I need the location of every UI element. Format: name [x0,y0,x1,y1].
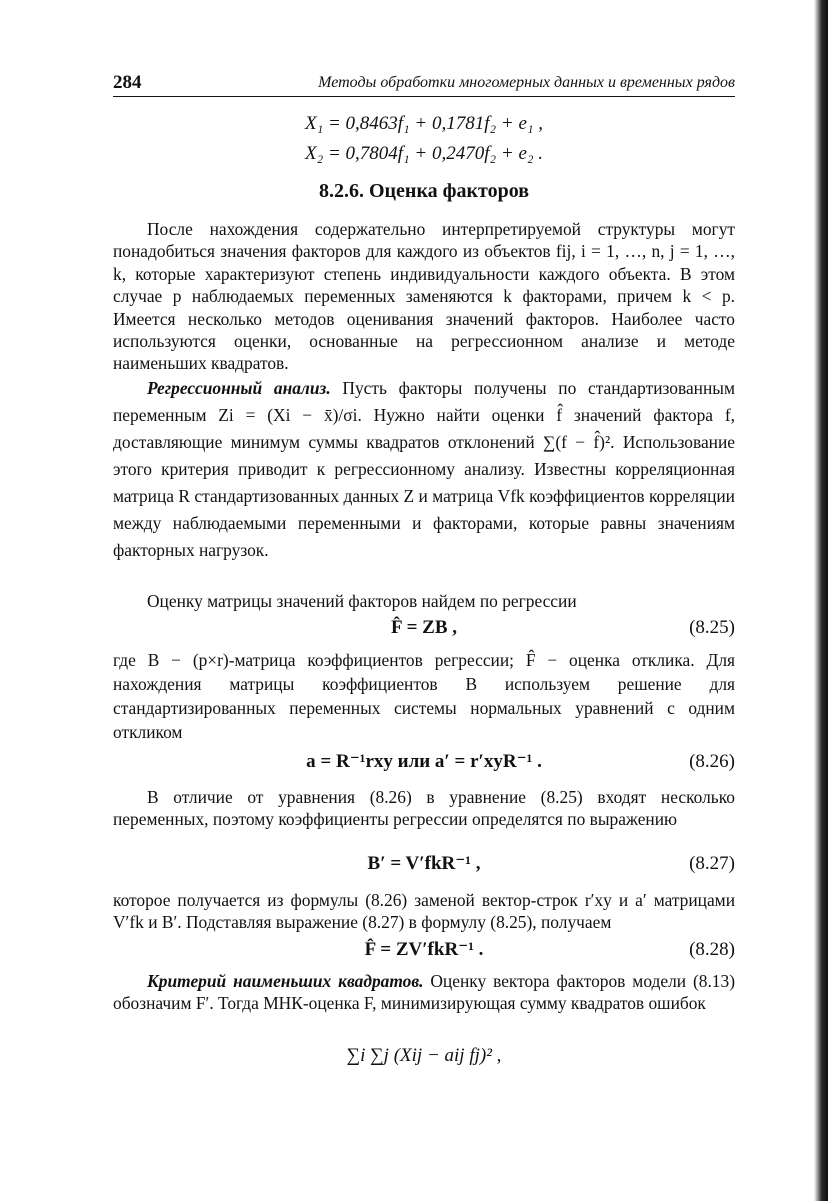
page-number: 284 [113,72,142,93]
equation-8-28: F̂ = ZV′fkR⁻¹ . (8.28) [364,939,735,960]
paragraph-substitution: которое получается из формулы (8.26) заменой вектор-строк r′xy и a′ матрицами V′fk и B′. Подставляя выражение (8.27) в формулу (8.25), получаем [113,890,735,933]
paragraph-where: где B − (p×r)-матрица коэффициентов регрессии; F̂ − оценка отклика. Для нахождения матрицы коэффициентов B используем решение для стандартизированных переменных системы нормальных уравнений с одним откликом [113,650,735,742]
equation-8-26: a = R⁻¹rxy или a′ = r′xyR⁻¹ . (8.26) [306,751,735,772]
scan-edge-shadow [814,0,828,1201]
least-squares-lead: Критерий наименьших квадратов. [147,971,424,991]
equation-x1: X₁ = 0,8463f₁ + 0,1781f₂ + e₁ , [305,113,543,134]
running-title: Методы обработки многомерных данных и временных рядов [318,74,735,91]
paragraph-estimate: Оценку матрицы значений факторов найдем по регрессии [147,591,577,611]
equation-number-8-28: (8.28) [689,939,735,960]
page-header [113,70,735,97]
regression-lead: Регрессионный анализ. [147,378,331,398]
equation-number-8-25: (8.25) [689,617,735,638]
equation-8-25: F̂ = ZB , (8.25) [390,617,735,638]
equation-number-8-27: (8.27) [689,853,735,874]
equation-number-8-26: (8.26) [689,751,735,772]
equation-x2: X₂ = 0,7804f₁ + 0,2470f₂ + e₂ . [305,143,543,164]
section-title: 8.2.6. Оценка факторов [318,180,530,202]
equation-sum-squares: ∑i ∑j (Xij − aij fj)² , [346,1045,502,1066]
paragraph-intro: После нахождения содержательно интерпретируемой структуры могут понадобиться значения факторов для каждого из объектов fij, i = 1, …, n, j = 1, …, k, которые характеризуют степень индивидуальности каждого объекта. В этом случае p наблюдаемых переменных заменяются k факторами, причем k < p. Имеется несколько методов оценивания значений факторов. Наиболее часто используются оценки, основанные на регрессионном анализе и методе наименьших квадратов. [113,219,735,374]
paragraph-regression: Регрессионный анализ. Пусть факторы получены по стандартизованным переменным Zi = (Xi − x̄)/σi. Нужно найти оценки f̂ значений фактора f, доставляющие минимум суммы квадратов отклонений ∑(f − f̂)². Использование этого критерия приводит к регрессионному анализу. Известны корреляционная матрица R стандартизованных данных Z и матрица Vfk коэффициентов корреляции между наблюдаемыми переменными и факторами, которые равны значениям факторных нагрузок. [113,378,735,560]
equation-8-27: B′ = V′fkR⁻¹ , (8.27) [367,853,735,874]
paragraph-least-squares: Критерий наименьших квадратов. Оценку вектора факторов модели (8.13) обозначим F′. Тогда МНК-оценка F, минимизирующая сумму квадратов ошибок [113,971,735,1014]
paragraph-difference: В отличие от уравнения (8.26) в уравнение (8.25) входят несколько переменных, поэтому коэффициенты регрессии определятся по выражению [113,787,735,830]
